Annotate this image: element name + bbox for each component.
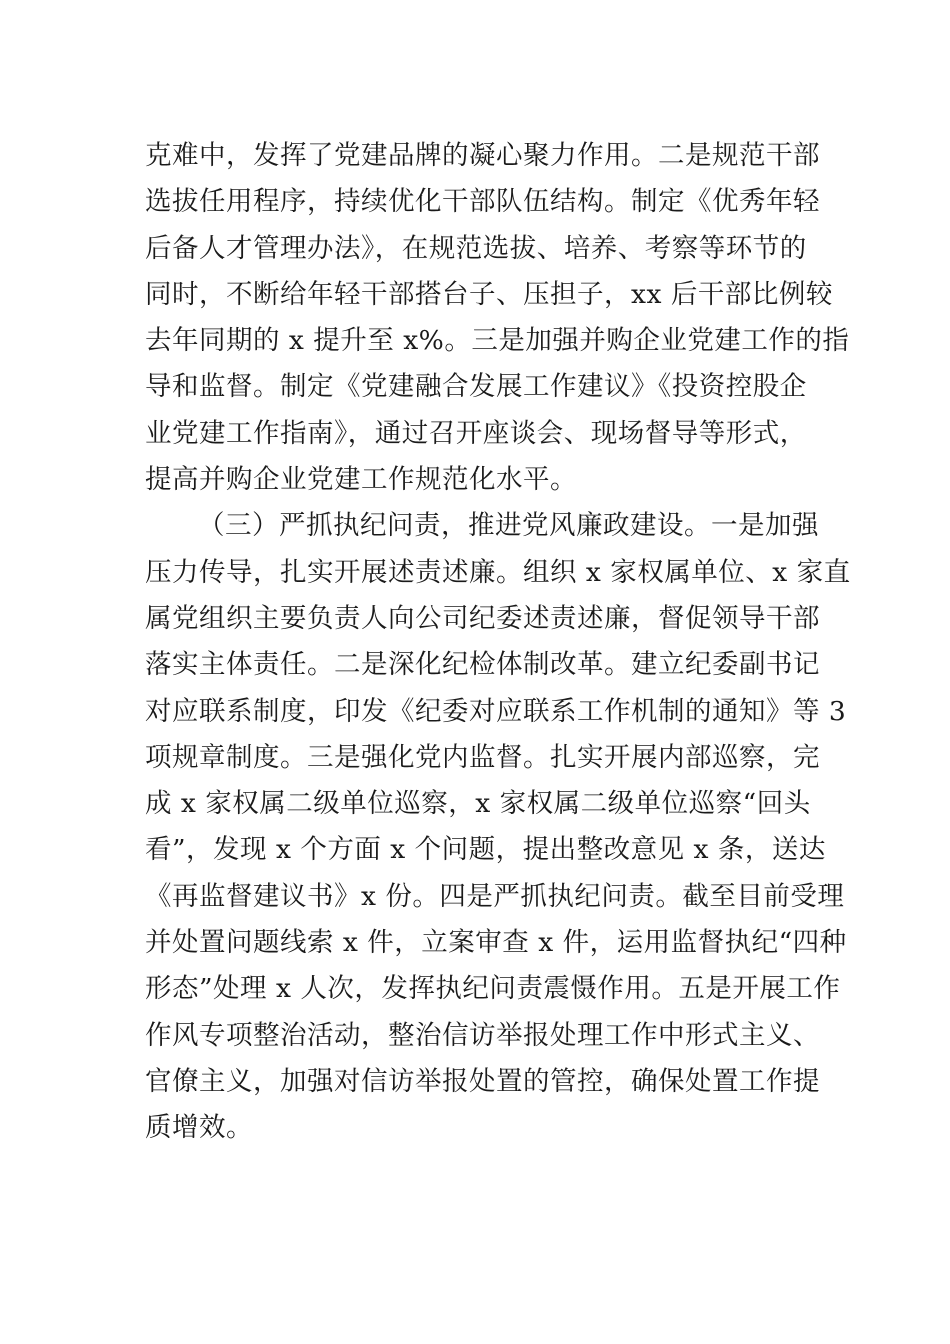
text-line: 形态”处理 x 人次，发挥执纪问责震慑作用。五是开展工作: [145, 973, 841, 1005]
text-line: 落实主体责任。二是深化纪检体制改革。建立纪委副书记: [145, 649, 820, 681]
text-line: 《再监督建议书》x 份。四是严抓执纪问责。截至目前受理: [145, 880, 845, 912]
text-line: 压力传导，扎实开展述责述廉。组织 x 家权属单位、x 家直: [145, 556, 851, 588]
text-line: 导和监督。制定《党建融合发展工作建议》《投资控股企: [145, 371, 807, 403]
text-line: 后备人才管理办法》，在规范选拔、培养、考察等环节的: [145, 232, 807, 264]
document-body: [145, 133, 851, 1152]
paragraph-1: [145, 133, 850, 503]
section-heading-line: （三）严抓执纪问责，推进党风廉政建设。一是加强: [198, 510, 819, 542]
text-line: 属党组织主要负责人向公司纪委述责述廉，督促领导干部: [145, 602, 820, 634]
text-line: 克难中，发挥了党建品牌的凝心聚力作用。二是规范干部: [145, 140, 820, 171]
text-line: 质增效。: [145, 1112, 253, 1144]
text-line: 同时，不断给年轻干部搭台子、压担子，xx 后干部比例较: [145, 278, 833, 310]
text-line: 业党建工作指南》，通过召开座谈会、现场督导等形式，: [145, 417, 807, 449]
text-line: 官僚主义，加强对信访举报处置的管控，确保处置工作提: [145, 1065, 820, 1097]
text-line: 对应联系制度，印发《纪委对应联系工作机制的通知》等 3: [145, 695, 847, 727]
text-line: 成 x 家权属二级单位巡察，x 家权属二级单位巡察“回头: [145, 788, 811, 820]
text-line: 并处置问题线索 x 件，立案审查 x 件，运用监督执纪“四种: [145, 927, 847, 959]
text-line: 提高并购企业党建工作规范化水平。: [145, 464, 577, 496]
text-line: 选拔任用程序，持续优化干部队伍结构。制定《优秀年轻: [145, 186, 820, 218]
text-line: 项规章制度。三是强化党内监督。扎实开展内部巡察，完: [145, 741, 820, 773]
text-line: 作风专项整治活动，整治信访举报处理工作中形式主义、: [145, 1019, 820, 1051]
text-line: 看”，发现 x 个方面 x 个问题，提出整改意见 x 条，送达: [145, 834, 826, 866]
paragraph-2: [145, 503, 851, 1151]
text-line: 去年同期的 x 提升至 x%。三是加强并购企业党建工作的指: [145, 325, 850, 357]
